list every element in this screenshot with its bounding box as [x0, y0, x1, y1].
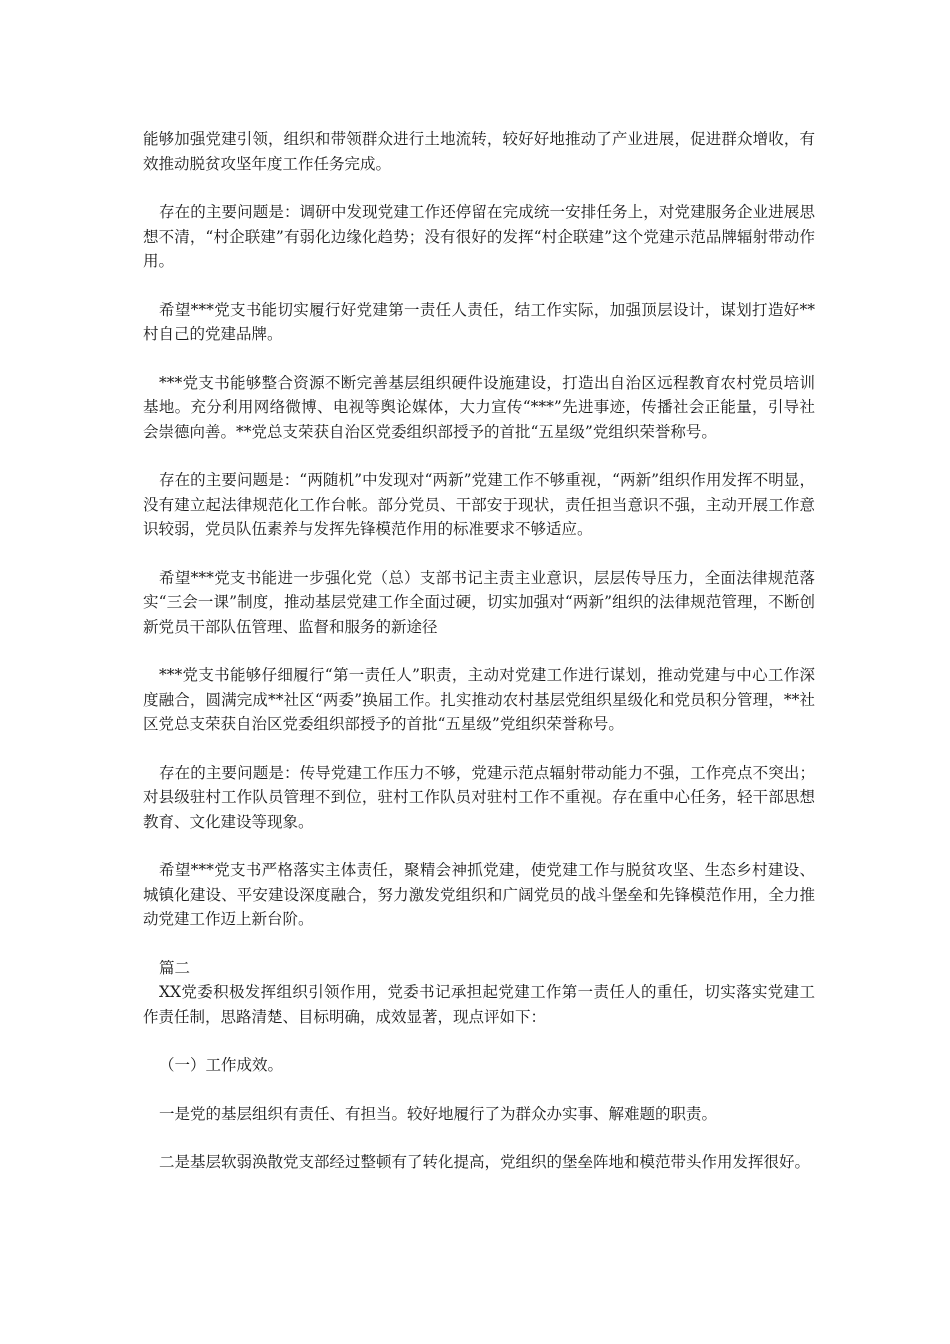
paragraph-4: ***党支书能够整合资源不断完善基层组织硬件设施建设，打造出自治区远程教育农村党员培训基地。充分利用网络微博、电视等舆论媒体，大力宣传“***”先进事迹，传播社会正能量，引导社会崇德向善。**党总支荣获自治区党委组织部授予的首批“五星级”党组织荣誉称号。: [143, 373, 815, 441]
paragraph-1: 能够加强党建引领，组织和带领群众进行土地流转，较好好地推动了产业进展，促进群众增收，有效推动脱贫攻坚年度工作任务完成。: [143, 130, 815, 173]
paragraph-7: ***党支书能够仔细履行“第一责任人”职责，主动对党建工作进行谋划，推动党建与中心工作深度融合，圆满完成**社区“两委”换届工作。扎实推动农村基层党组织星级化和党员积分管理，**社区党总支荣获自治区党委组织部授予的首批“五星级”党组织荣誉称号。: [143, 666, 815, 733]
paragraph-9: 希望***党支书严格落实主体责任，聚精会神抓党建，使党建工作与脱贫攻坚、生态乡村建设、城镇化建设、平安建设深度融合，努力激发党组织和广阔党员的战斗堡垒和先锋模范作用，全力推动党建工作迈上新台阶。: [143, 861, 815, 928]
paragraph-5: 存在的主要问题是：“两随机”中发现对“两新”党建工作不够重视，“两新”组织作用发挥不明显，没有建立起法律规范化工作台帐。部分党员、干部安于现状，责任担当意识不强，主动开展工作意识较弱，党员队伍素养与发挥先锋模范作用的标准要求不够适应。: [143, 471, 815, 538]
paragraph-8: 存在的主要问题是：传导党建工作压力不够，党建示范点辐射带动能力不强，工作亮点不突出；对县级驻村工作队员管理不到位，驻村工作队员对驻村工作不重视。存在重中心任务，轻干部思想教育、文化建设等现象。: [143, 763, 815, 831]
section-heading: 篇二: [159, 958, 191, 977]
paragraph-10: XX党委积极发挥组织引领作用，党委书记承担起党建工作第一责任人的重任，切实落实党建工作责任制，思路清楚、目标明确，成效显著，现点评如下：: [143, 983, 815, 1026]
paragraph-3: 希望***党支书能切实履行好党建第一责任人责任，结工作实际，加强顶层设计，谋划打造好**村自己的党建品牌。: [143, 300, 815, 343]
subheading-work-results: （一）工作成效。: [159, 1056, 284, 1074]
paragraph-11: 一是党的基层组织有责任、有担当。较好地履行了为群众办实事、解难题的职责。: [159, 1104, 718, 1123]
document-page: [143, 127, 815, 1175]
paragraph-12: 二是基层软弱涣散党支部经过整顿有了转化提高，党组织的堡垒阵地和模范带头作用发挥很好。: [159, 1153, 811, 1171]
paragraph-2: 存在的主要问题是：调研中发现党建工作还停留在完成统一安排任务上，对党建服务企业进展思想不清，“村企联建”有弱化边缘化趋势；没有很好的发挥“村企联建”这个党建示范品牌辐射带动作用。: [143, 203, 815, 270]
paragraph-6: 希望***党支书能进一步强化党（总）支部书记主责主业意识，层层传导压力，全面法律规范落实“三会一课”制度，推动基层党建工作全面过硬，切实加强对“两新”组织的法律规范管理，不断创新党员干部队伍管理、监督和服务的新途径: [143, 568, 815, 636]
